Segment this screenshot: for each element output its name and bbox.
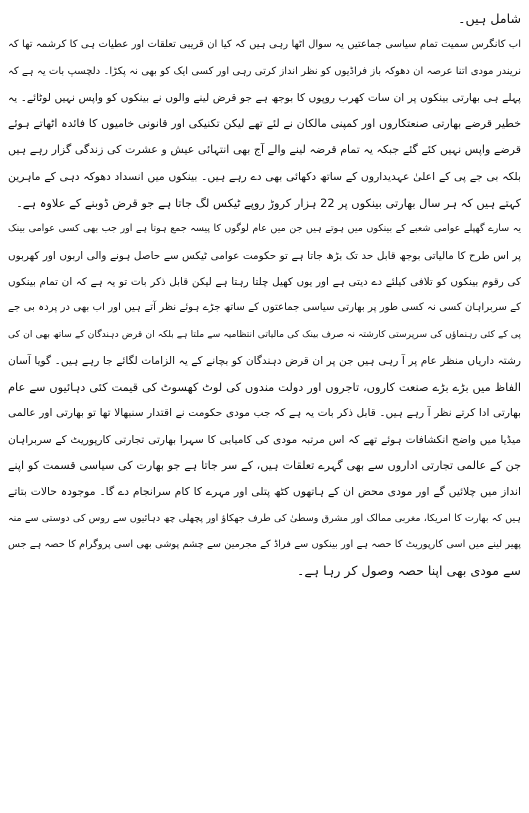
paragraph-line: پر اس طرح کا مالیاتی بوجھ قابل حد تک بڑھ جاتا ہے تو حکومت عوامی ٹیکس سے حاصل ہونے والی اربوں اور کھربوں xyxy=(8,249,521,262)
paragraph-line: کے سربراہان کسی نہ کسی طور پر بھارتی سیاسی جماعتوں کے ساتھ جڑے ہوئے نظر آتے ہیں اور اب بھی در پردہ بی جے xyxy=(8,302,521,314)
paragraph-line: ہیں کہ بھارت کا امریکا، مغربی ممالک اور مشرق وسطیٰ کی طرف جھکاؤ اور پچھلی چھ دہائیوں سے روس کی دوستی سے منہ xyxy=(8,512,521,524)
paragraph-line: پی کے کئی رہنماؤں کی سرپرستی کارشتہ نہ صرف بینک کی مالیاتی انتظامیہ سے ملتا ہے بلکہ ان قرض دہندگان کے ساتھ بھی ان کی xyxy=(8,328,521,340)
article-body xyxy=(8,6,521,585)
paragraph-line: قرضے واپس نہیں کئے گئے جبکہ یہ تمام قرضہ لینے والے آج بھی انتہائی عیش و عشرت کی زندگی گزار رہے ہیں xyxy=(8,143,521,157)
paragraph-line: کہتے ہیں کہ ہر سال بھارتی بینکوں پر 22 ہزار کروڑ روپے ٹیکس لگ جاتا ہے جو قرض ڈوبنے کے علاوہ ہے۔ xyxy=(16,196,521,211)
paragraph-line: اب کانگرس سمیت تمام سیاسی جماعتیں یہ سوال اٹھا رہی ہیں کہ کیا ان قریبی تعلقات اور عطیات ہی کا کرشمہ تھا کہ xyxy=(8,39,521,51)
paragraph-line: انداز میں چلائیں گے اور مودی محض ان کے ہاتھوں کٹھ پتلی اور مہرے کا کام سرانجام دے گا۔ موجودہ حالات بتاتے xyxy=(8,485,521,499)
paragraph-line: کی رقوم بینکوں کو تلافی کیلئے دے دیتی ہے اور یوں کھیل چلتا رہتا ہے لیکن قابل ذکر بات تو یہ ہے کہ ان تمام بینکوں xyxy=(8,275,521,288)
paragraph-line: شامل ہیں۔ xyxy=(458,11,521,26)
paragraph-line: جن کے عالمی تجارتی اداروں سے بھی گہرے تعلقات ہیں، کے سر جاتا ہے جو بھارت کی سیاسی قسمت کو اپنے xyxy=(8,459,521,473)
paragraph-line: سے مودی بھی اپنا حصہ وصول کر رہا ہے۔ xyxy=(296,563,521,579)
paragraph-line: بھارتی ادا کرتے نظر آ رہے ہیں۔ قابل ذکر بات یہ ہے کہ جب مودی حکومت نے اقتدار سنبھالا تھا تو بھارتی اور عالمی xyxy=(8,407,521,420)
paragraph-line: خطیر قرضے بھارتی صنعتکاروں اور کمپنی مالکان نے لئے تھے لیکن تکنیکی اور قانونی خامیوں کا فائدہ اٹھاتے ہوئے xyxy=(8,117,521,131)
paragraph-line: الفاظ میں بڑے بڑے صنعت کاروں، تاجروں اور دولت مندوں کی لوٹ کھسوٹ کی قیمت کئی دہائیوں سے عام xyxy=(8,380,521,395)
paragraph-line: یہ سارے گھپلے عوامی شعبے کے بینکوں میں ہوتے ہیں جن میں عام لوگوں کا پیسہ جمع ہوتا ہے اور جب بھی کسی عوامی بینک xyxy=(8,223,521,235)
paragraph-line: پہلے ہی بھارتی بینکوں پر ان سات کھرب روپوں کا بوجھ ہے جو قرض لینے والوں نے بینکوں کو واپس نہیں لوٹائے۔ یہ xyxy=(8,91,521,104)
paragraph-line: پھیر لینے میں اسی کارپوریٹ کا حصہ ہے اور بینکوں سے فراڈ کے مجرمین سے چشم پوشی بھی اسی پروگرام کا حصہ ہے جس xyxy=(8,538,521,550)
paragraph-line: رشتہ داریاں منظر عام پر آ رہی ہیں جن پر ان قرض دہندگان کو بچانے کے یہ الزامات لگائے جا رہے ہیں۔ گویا آسان xyxy=(8,354,521,367)
paragraph-line: بلکہ بی جے پی کے اعلیٰ عہدیداروں کے ساتھ دکھائی بھی دے رہے ہیں۔ بینکوں میں انسداد دھوکہ دہی کے ماہرین xyxy=(8,169,521,183)
paragraph-line: میڈیا میں واضح انکشافات ہوئے تھے کہ اس مرتبہ مودی کی کامیابی کا سہرا بھارتی تجارتی کارپوریٹ کے سربراہان xyxy=(8,433,521,446)
paragraph-line: نریندر مودی اتنا عرصہ ان دھوکہ باز فراڈیوں کو نظر انداز کرتی رہی اور کسی ایک کو بھی نہ پکڑا۔ دلچسپ بات یہ ہے کہ xyxy=(8,65,521,77)
